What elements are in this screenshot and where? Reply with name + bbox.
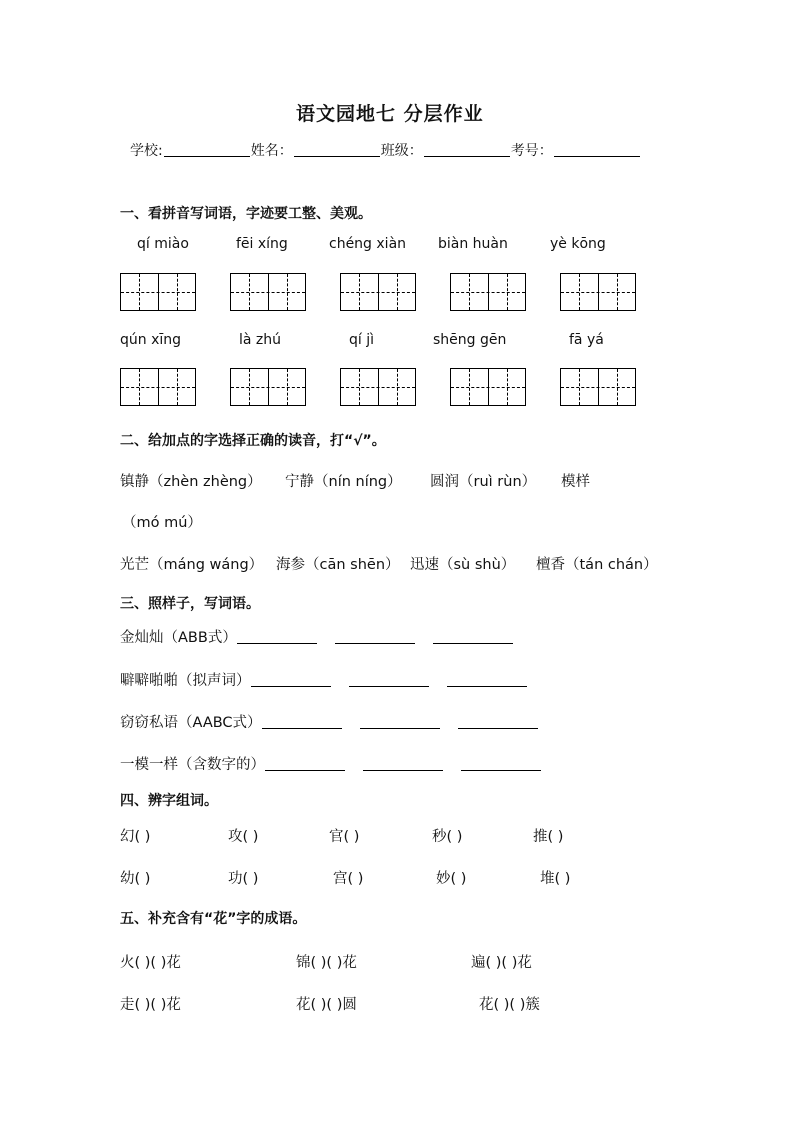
pinyin-7: là zhú: [239, 332, 282, 348]
answer-blank[interactable]: [360, 714, 440, 729]
exam-no-label: 考号：: [510, 143, 553, 159]
answer-blank[interactable]: [433, 629, 513, 644]
answer-blank[interactable]: [262, 714, 342, 729]
pinyin-6: qún xīng: [120, 332, 182, 348]
word-pattern-row: [120, 753, 541, 774]
answer-blank[interactable]: [458, 714, 538, 729]
exam-no-field[interactable]: [554, 142, 640, 157]
reading-choice[interactable]: 宁静（nín níng）: [285, 474, 402, 490]
reading-choice[interactable]: 模样: [561, 474, 590, 490]
class-field[interactable]: [424, 142, 510, 157]
reading-choice[interactable]: 海参（cān shēn）: [276, 557, 400, 573]
writing-grid[interactable]: [120, 273, 196, 311]
writing-grid[interactable]: [230, 273, 306, 311]
char-compound[interactable]: 幻( ): [120, 829, 151, 845]
writing-grid[interactable]: [450, 368, 526, 406]
idiom-blank[interactable]: 花( )( )簇: [479, 997, 540, 1013]
idiom-blank[interactable]: 锦( )( )花: [296, 955, 357, 971]
section-1-heading: 一、看拼音写词语，字迹要工整、美观。: [120, 206, 372, 222]
reading-choice[interactable]: 迅速（sù shù）: [410, 557, 516, 573]
char-compound[interactable]: 妙( ): [436, 871, 467, 887]
reading-choice[interactable]: 圆润（ruì rùn）: [430, 474, 537, 490]
answer-blank[interactable]: [349, 672, 429, 687]
char-compound[interactable]: 堆( ): [540, 871, 571, 887]
pinyin-9: shēng gēn: [433, 332, 507, 348]
page-title: 语文园地七 分层作业: [296, 103, 484, 125]
section-2-heading: 二、给加点的字选择正确的读音，打“√”。: [120, 433, 386, 449]
section-5-heading: 五、补充含有“花”字的成语。: [120, 911, 307, 927]
word-pattern-row: [120, 626, 513, 647]
idiom-blank[interactable]: 走( )( )花: [120, 997, 181, 1013]
pinyin-5: yè kōng: [550, 236, 606, 252]
reading-choice[interactable]: 镇静（zhèn zhèng）: [120, 474, 262, 490]
char-compound[interactable]: 推( ): [533, 829, 564, 845]
pinyin-3: chéng xiàn: [329, 236, 407, 252]
pinyin-4: biàn huàn: [438, 236, 508, 252]
name-label: 姓名：: [250, 143, 293, 159]
pattern-label: 一模一样（含数字的）: [120, 757, 265, 773]
writing-grid[interactable]: [340, 273, 416, 311]
pinyin-2: fēi xíng: [236, 236, 288, 252]
school-field[interactable]: [164, 142, 250, 157]
char-compound[interactable]: 官( ): [329, 829, 360, 845]
pinyin-10: fā yá: [569, 332, 604, 348]
answer-blank[interactable]: [335, 629, 415, 644]
reading-choice[interactable]: 光芒（máng wáng）: [120, 557, 264, 573]
word-pattern-row: [120, 711, 538, 732]
reading-choice-continued[interactable]: （mó mú）: [122, 515, 202, 531]
name-field[interactable]: [294, 142, 380, 157]
school-label: 学校:: [130, 143, 163, 159]
pinyin-8: qí jì: [349, 332, 375, 348]
idiom-blank[interactable]: 火( )( )花: [120, 955, 181, 971]
char-compound[interactable]: 攻( ): [228, 829, 259, 845]
pattern-label: 噼噼啪啪（拟声词）: [120, 673, 251, 689]
pattern-label: 金灿灿（ABB式）: [120, 630, 237, 646]
answer-blank[interactable]: [447, 672, 527, 687]
char-compound[interactable]: 秒( ): [432, 829, 463, 845]
char-compound[interactable]: 幼( ): [120, 871, 151, 887]
word-pattern-row: [120, 669, 527, 690]
reading-choice[interactable]: 檀香（tán chán）: [536, 557, 658, 573]
section-4-heading: 四、辨字组词。: [120, 793, 218, 809]
char-compound[interactable]: 功( ): [228, 871, 259, 887]
answer-blank[interactable]: [461, 756, 541, 771]
writing-grid[interactable]: [560, 273, 636, 311]
answer-blank[interactable]: [265, 756, 345, 771]
writing-grid[interactable]: [230, 368, 306, 406]
char-compound[interactable]: 宫( ): [333, 871, 364, 887]
pattern-label: 窃窃私语（AABC式）: [120, 715, 262, 731]
student-info-line: [130, 140, 641, 160]
answer-blank[interactable]: [251, 672, 331, 687]
section-3-heading: 三、照样子，写词语。: [120, 596, 260, 612]
idiom-blank[interactable]: 花( )( )圆: [296, 997, 357, 1013]
answer-blank[interactable]: [363, 756, 443, 771]
answer-blank[interactable]: [237, 629, 317, 644]
pinyin-1: qí miào: [137, 236, 189, 252]
writing-grid[interactable]: [120, 368, 196, 406]
class-label: 班级：: [380, 143, 423, 159]
idiom-blank[interactable]: 遍( )( )花: [471, 955, 532, 971]
writing-grid[interactable]: [340, 368, 416, 406]
writing-grid[interactable]: [450, 273, 526, 311]
writing-grid[interactable]: [560, 368, 636, 406]
